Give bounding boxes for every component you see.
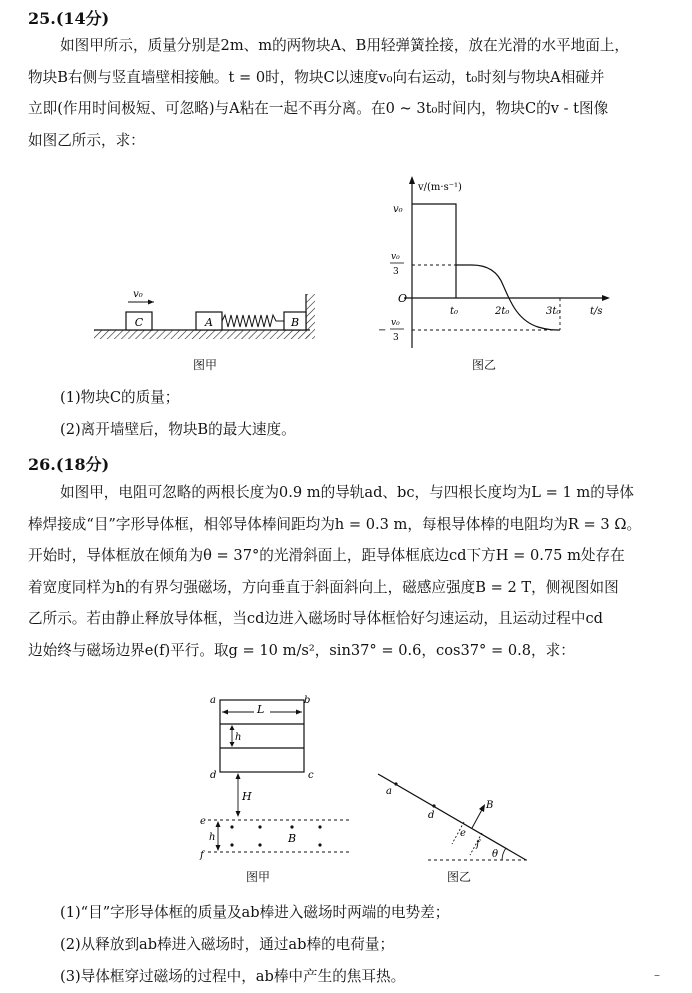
side-label-a: a (386, 786, 392, 797)
q26-line-1: 如图甲，电阻可忽略的两根长度为0.9 m的导轨ad、bc，与四根长度均为L = 1 m的导体 (60, 484, 635, 501)
q26-header: 26.(18分) (28, 455, 110, 474)
neg-sign: − (378, 325, 387, 336)
label-H: H (242, 790, 252, 803)
q26-question-3: (3)导体框穿过磁场的过程中，ab棒中产生的焦耳热。 (60, 968, 406, 985)
side-label-f: f (476, 839, 480, 850)
tick-3t0: 3t₀ (546, 306, 561, 317)
q25-fig-jia-caption: 图甲 (193, 358, 218, 372)
q26-figure-yi (370, 764, 538, 868)
pos-frac-den: 3 (393, 267, 399, 277)
label-B: B (288, 832, 297, 845)
q25-stem (28, 30, 668, 156)
label-e: e (200, 816, 206, 827)
side-label-B: B (486, 800, 494, 811)
label-d: d (210, 770, 217, 781)
label-h-frame: h (235, 732, 242, 743)
v0-segment (412, 204, 456, 298)
q25-figure-yi (360, 172, 620, 352)
label-c: c (308, 770, 314, 781)
q25-header: 25.(14分) (28, 9, 110, 28)
q25-line-1: 如图甲所示，质量分别是2m、m的两物块A、B用轻弹簧拴接，放在光滑的水平地面上， (60, 37, 630, 54)
q26-fig-jia-caption: 图甲 (246, 870, 271, 884)
footer-mark: – (654, 968, 660, 982)
side-label-theta: θ (492, 849, 499, 860)
y-axis-label: v/(m·s⁻¹) (418, 182, 462, 193)
q25-figure-jia (88, 280, 328, 350)
block-c-label: C (134, 316, 144, 329)
velocity-arrow-icon (148, 300, 154, 305)
label-L: L (257, 703, 265, 716)
q25-line-2: 物块B右侧与竖直墙壁相接触。t = 0时，物块C以速度v₀向右运动，t₀时刻与物块A相碰并 (28, 68, 605, 86)
q25-fig-yi-caption: 图乙 (472, 358, 497, 372)
pos-frac-num: v₀ (391, 252, 400, 262)
origin-label: O (398, 292, 408, 305)
q26-fig-yi-caption: 图乙 (447, 870, 472, 884)
neg-frac-num: v₀ (391, 318, 400, 328)
q26-line-4: 着宽度同样为h的有界匀强磁场，方向垂直于斜面斜向上，磁感应强度B = 2 T，侧视图如图 (28, 578, 619, 596)
tick-t0: t₀ (450, 306, 459, 317)
ground-hatch (94, 330, 310, 339)
label-a: a (210, 695, 216, 706)
side-label-d: d (428, 810, 435, 821)
q26-line-6: 边始终与磁场边界e(f)平行。取g = 10 m/s²，sin37° = 0.6，cos37° = 0.8，求： (28, 641, 575, 659)
q26-question-2: (2)从释放到ab棒进入磁场时，通过ab棒的电荷量； (60, 936, 395, 953)
q26-line-3: 开始时，导体框放在倾角为θ = 37°的光滑斜面上，距导体框底边cd下方H = 0.75 m处存在 (28, 547, 625, 564)
q25-question-1: (1)物块C的质量； (60, 389, 180, 406)
side-label-e: e (460, 828, 466, 839)
field-dots (230, 825, 321, 846)
y-axis-arrow-icon (409, 176, 415, 184)
q25-line-3: 立即(作用时间极短、可忽略)与A粘在一起不再分离。在0 ~ 3t₀时间内，物块C的v - t图像 (28, 100, 609, 117)
q26-line-2: 棒焊接成“目”字形导体框，相邻导体棒间距均为h = 0.3 m，每根导体棒的电阻均为R = 3 Ω。 (28, 515, 642, 533)
q25-line-4: 如图乙所示，求： (28, 131, 145, 149)
v0-label: v₀ (133, 289, 143, 300)
block-a-label: A (205, 316, 213, 329)
label-b: b (304, 695, 311, 706)
spring-icon (222, 315, 284, 327)
label-h-field: h (209, 832, 216, 843)
tick-2t0: 2t₀ (495, 306, 510, 317)
b-field-arrow-icon (479, 804, 485, 812)
q26-figure-jia (192, 690, 372, 868)
block-b-label: B (290, 316, 300, 329)
q25-question-2: (2)离开墙壁后，物块B的最大速度。 (60, 421, 296, 438)
wall-hatch (306, 294, 315, 339)
x-axis-arrow-icon (602, 295, 610, 301)
v0-tick-label: v₀ (393, 204, 403, 215)
q26-question-1: (1)“目”字形导体框的质量及ab棒进入磁场时两端的电势差； (60, 904, 450, 921)
q26-stem (28, 477, 668, 666)
q26-line-5: 乙所示。若由静止释放导体框，当cd边进入磁场时导体框恰好匀速运动，且运动过程中cd (28, 610, 604, 627)
incline-line (378, 774, 526, 860)
neg-frac-den: 3 (393, 333, 399, 343)
x-axis-label: t/s (590, 306, 603, 317)
label-f: f (200, 850, 204, 861)
